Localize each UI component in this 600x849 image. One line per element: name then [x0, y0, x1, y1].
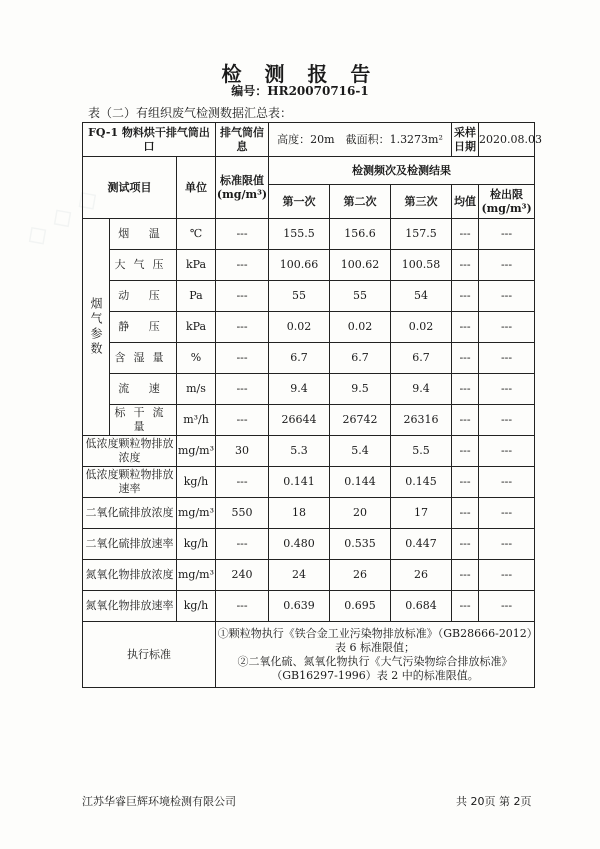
average-cell: --- — [452, 250, 479, 281]
third-value: 26 — [391, 560, 452, 591]
item-cell: 氮氧化物排放速率 — [83, 591, 177, 622]
second-value: 0.535 — [330, 529, 391, 560]
average-cell: --- — [452, 219, 479, 250]
second-value: 20 — [330, 498, 391, 529]
emission-data-table — [82, 122, 543, 688]
table-row — [83, 219, 535, 250]
col-header-detection-limit: 检出限 (mg/m³) — [479, 185, 535, 219]
average-cell: --- — [452, 405, 479, 436]
limit-cell: --- — [216, 529, 269, 560]
col-header-results: 检测频次及检测结果 — [269, 157, 535, 185]
unit-cell: ℃ — [177, 219, 216, 250]
first-value: 5.3 — [269, 436, 330, 467]
average-cell: --- — [452, 281, 479, 312]
first-value: 100.66 — [269, 250, 330, 281]
average-cell: --- — [452, 498, 479, 529]
report-number: 编号：HR20070716-1 — [231, 84, 369, 98]
first-value: 26644 — [269, 405, 330, 436]
standard-text-2: ②二氧化硫、氮氧化物执行《大气污染物综合排放标准》（GB16297-1996）表 2 中的标准限值。 — [237, 654, 513, 682]
table-row — [83, 498, 535, 529]
standard-text-1: ①颗粒物执行《铁合金工业污染物排放标准》（GB28666-2012）表 6 标准限值； — [217, 626, 533, 654]
detection-limit-cell: --- — [479, 312, 535, 343]
first-value: 0.639 — [269, 591, 330, 622]
detection-limit-cell: --- — [479, 560, 535, 591]
limit-cell: --- — [216, 312, 269, 343]
unit-cell: kPa — [177, 250, 216, 281]
col-header-average: 均值 — [452, 185, 479, 219]
detection-limit-cell: --- — [479, 405, 535, 436]
average-cell: --- — [452, 436, 479, 467]
average-cell: --- — [452, 343, 479, 374]
footer-pages: 共 20页 第 2页 — [456, 795, 532, 808]
unit-cell: kg/h — [177, 467, 216, 498]
limit-cell: --- — [216, 467, 269, 498]
limit-cell: --- — [216, 405, 269, 436]
first-value: 0.141 — [269, 467, 330, 498]
unit-cell: m/s — [177, 374, 216, 405]
average-cell: --- — [452, 591, 479, 622]
average-cell: --- — [452, 312, 479, 343]
first-value: 6.7 — [269, 343, 330, 374]
unit-cell: mg/m³ — [177, 498, 216, 529]
first-value: 24 — [269, 560, 330, 591]
second-value: 156.6 — [330, 219, 391, 250]
second-value: 0.144 — [330, 467, 391, 498]
unit-cell: mg/m³ — [177, 560, 216, 591]
second-value: 55 — [330, 281, 391, 312]
first-value: 155.5 — [269, 219, 330, 250]
col-header-unit: 单位 — [177, 157, 216, 219]
sample-date-label: 采样日期 — [452, 123, 479, 157]
group-label-flue-gas: 烟气参数 — [83, 219, 110, 436]
second-value: 0.02 — [330, 312, 391, 343]
limit-cell: 240 — [216, 560, 269, 591]
second-value: 0.695 — [330, 591, 391, 622]
detection-limit-cell: --- — [479, 219, 535, 250]
item-cell: 低浓度颗粒物排放速率 — [83, 467, 177, 498]
detection-limit-cell: --- — [479, 281, 535, 312]
item-cell: 大气压 — [110, 250, 177, 281]
table-row — [83, 467, 535, 498]
item-cell: 二氧化硫排放速率 — [83, 529, 177, 560]
footer-company: 江苏华睿巨辉环境检测有限公司 — [82, 795, 236, 808]
standard-label: 执行标准 — [83, 622, 216, 688]
stack-info-value: 高度：20m 截面积：1.3273m² — [269, 123, 452, 157]
third-value: 0.447 — [391, 529, 452, 560]
col-header-second: 第二次 — [330, 185, 391, 219]
third-value: 157.5 — [391, 219, 452, 250]
unit-cell: kPa — [177, 312, 216, 343]
stack-info-label: 排气筒信息 — [216, 123, 269, 157]
limit-cell: --- — [216, 374, 269, 405]
detection-limit-cell: --- — [479, 591, 535, 622]
table-row — [83, 343, 535, 374]
unit-cell: kg/h — [177, 591, 216, 622]
limit-cell: --- — [216, 591, 269, 622]
detection-limit-cell: --- — [479, 250, 535, 281]
average-cell: --- — [452, 374, 479, 405]
table-row — [83, 250, 535, 281]
average-cell: --- — [452, 560, 479, 591]
item-cell: 动 压 — [110, 281, 177, 312]
third-value: 5.5 — [391, 436, 452, 467]
first-value: 18 — [269, 498, 330, 529]
table-row — [83, 374, 535, 405]
third-value: 54 — [391, 281, 452, 312]
limit-cell: --- — [216, 281, 269, 312]
col-header-first: 第一次 — [269, 185, 330, 219]
col-header-item: 测试项目 — [83, 157, 177, 219]
unit-cell: m³/h — [177, 405, 216, 436]
unit-cell: mg/m³ — [177, 436, 216, 467]
limit-cell: 30 — [216, 436, 269, 467]
standard-text — [216, 622, 535, 688]
table-row — [83, 312, 535, 343]
third-value: 0.02 — [391, 312, 452, 343]
unit-cell: kg/h — [177, 529, 216, 560]
unit-cell: % — [177, 343, 216, 374]
detection-limit-cell: --- — [479, 498, 535, 529]
item-cell: 含湿量 — [110, 343, 177, 374]
item-cell: 二氧化硫排放浓度 — [83, 498, 177, 529]
item-cell: 标干流量 — [110, 405, 177, 436]
sample-date: 2020.08.03 — [479, 123, 535, 157]
detection-limit-cell: --- — [479, 436, 535, 467]
third-value: 26316 — [391, 405, 452, 436]
detection-limit-cell: --- — [479, 529, 535, 560]
second-value: 100.62 — [330, 250, 391, 281]
third-value: 9.4 — [391, 374, 452, 405]
third-value: 6.7 — [391, 343, 452, 374]
item-cell: 烟 温 — [110, 219, 177, 250]
detection-limit-cell: --- — [479, 343, 535, 374]
table-row — [83, 560, 535, 591]
second-value: 5.4 — [330, 436, 391, 467]
third-value: 17 — [391, 498, 452, 529]
table-caption: 表（二）有组织废气检测数据汇总表： — [88, 106, 293, 120]
watermark: ◇ ◇ ◇ — [17, 179, 105, 254]
average-cell: --- — [452, 467, 479, 498]
third-value: 0.684 — [391, 591, 452, 622]
second-value: 6.7 — [330, 343, 391, 374]
limit-cell: --- — [216, 343, 269, 374]
table-row — [83, 405, 535, 436]
limit-cell: --- — [216, 250, 269, 281]
table-row — [83, 436, 535, 467]
first-value: 55 — [269, 281, 330, 312]
item-cell: 流 速 — [110, 374, 177, 405]
item-cell: 低浓度颗粒物排放浓度 — [83, 436, 177, 467]
second-value: 26 — [330, 560, 391, 591]
col-header-third: 第三次 — [391, 185, 452, 219]
limit-cell: 550 — [216, 498, 269, 529]
limit-cell: --- — [216, 219, 269, 250]
first-value: 0.02 — [269, 312, 330, 343]
table-row — [83, 529, 535, 560]
second-value: 9.5 — [330, 374, 391, 405]
detection-limit-cell: --- — [479, 467, 535, 498]
third-value: 0.145 — [391, 467, 452, 498]
third-value: 100.58 — [391, 250, 452, 281]
average-cell: --- — [452, 529, 479, 560]
col-header-limit: 标准限值 (mg/m³) — [216, 157, 269, 219]
report-title: 检 测 报 告 — [221, 62, 379, 86]
first-value: 0.480 — [269, 529, 330, 560]
item-cell: 静 压 — [110, 312, 177, 343]
first-value: 9.4 — [269, 374, 330, 405]
source-name: FQ-1 物料烘干排气筒出口 — [83, 123, 216, 157]
detection-limit-cell: --- — [479, 374, 535, 405]
second-value: 26742 — [330, 405, 391, 436]
unit-cell: Pa — [177, 281, 216, 312]
table-row — [83, 281, 535, 312]
table-row — [83, 591, 535, 622]
item-cell: 氮氧化物排放浓度 — [83, 560, 177, 591]
